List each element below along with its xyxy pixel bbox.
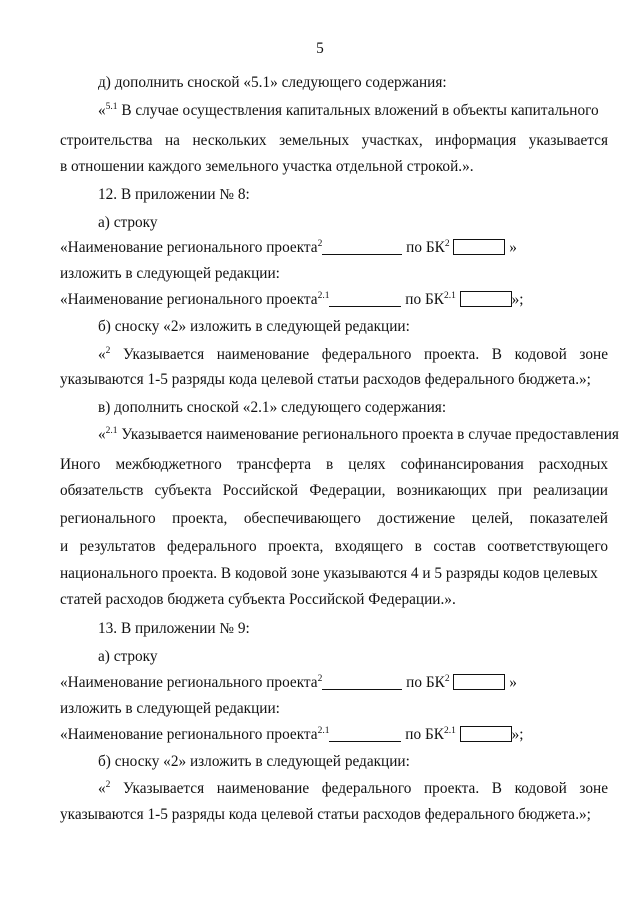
- text-line: и результатов федерального проекта, входящего в состав соответствующего: [60, 538, 608, 555]
- text-line: изложить в следующей редакции:: [60, 265, 280, 282]
- row-template-new: «Наименование регионального проекта$^{2.1}$ по $БК^{2.1}$ »;: [60, 726, 524, 743]
- code-box: [453, 674, 505, 690]
- section-heading-13: 13. В приложении № 9:: [98, 620, 250, 637]
- row-template-old: «Наименование регионального проекта$^2$ по $БК^2$ »: [60, 239, 517, 256]
- text-line: в) дополнить сноской «2.1» следующего содержания:: [98, 399, 447, 416]
- footnote-2-line: «$^2$ Указывается наименование федерального проекта. В кодовой зоне: [98, 346, 608, 363]
- text-line: строительства на нескольких земельных участках, информация указывается: [60, 132, 608, 149]
- text-line: б) сноску «2» изложить в следующей редакции:: [98, 753, 410, 770]
- text-line: а) строку: [98, 214, 158, 231]
- footnote-marker: 5.1: [105, 102, 118, 112]
- code-box: [453, 239, 505, 255]
- text-line: обязательств субъекта Российской Федерации, возникающих при реализации: [60, 482, 608, 499]
- section-heading-12: 12. В приложении № 8:: [98, 186, 250, 203]
- text-line: Иного межбюджетного трансферта в целях софинансирования расходных: [60, 456, 608, 473]
- code-box: [460, 291, 512, 307]
- footnote-2-1-line: «$^{2.1}$ Указывается наименование регионального проекта в случае предоставления: [98, 426, 619, 443]
- text-line: указываются 1-5 разряды кода целевой статьи расходов федерального бюджета.»;: [60, 806, 591, 823]
- text-line: а) строку: [98, 648, 158, 665]
- page-number: 5: [316, 40, 324, 57]
- text-line: указываются 1-5 разряды кода целевой статьи расходов федерального бюджета.»;: [60, 371, 591, 388]
- blank-line: [329, 727, 401, 742]
- blank-line: [329, 292, 401, 307]
- blank-line: [322, 240, 402, 255]
- text-line: изложить в следующей редакции:: [60, 700, 280, 717]
- row-template-old: «Наименование регионального проекта$^2$ по $БК^2$ »: [60, 674, 517, 691]
- text-line: статей расходов бюджета субъекта Российской Федерации.».: [60, 591, 456, 608]
- blank-line: [322, 675, 402, 690]
- code-box: [460, 726, 512, 742]
- footnote-5-1-line: «$^{5.1}$ В случае осуществления капитальных вложений в объекты капитального: [98, 102, 599, 119]
- text-line: национального проекта. В кодовой зоне указываются 4 и 5 разряды кодов целевых: [60, 565, 598, 582]
- row-template-new: «Наименование регионального проекта$^{2.1}$ по $БК^{2.1}$ »;: [60, 291, 524, 308]
- text-line: б) сноску «2» изложить в следующей редакции:: [98, 318, 410, 335]
- text-line: в отношении каждого земельного участка отдельной строкой.».: [60, 158, 474, 175]
- footnote-2-line: «$^2$ Указывается наименование федерального проекта. В кодовой зоне: [98, 780, 608, 797]
- text-line: регионального проекта, обеспечивающего достижение целей, показателей: [60, 510, 608, 527]
- text-line: д) дополнить сноской «5.1» следующего содержания:: [98, 74, 447, 91]
